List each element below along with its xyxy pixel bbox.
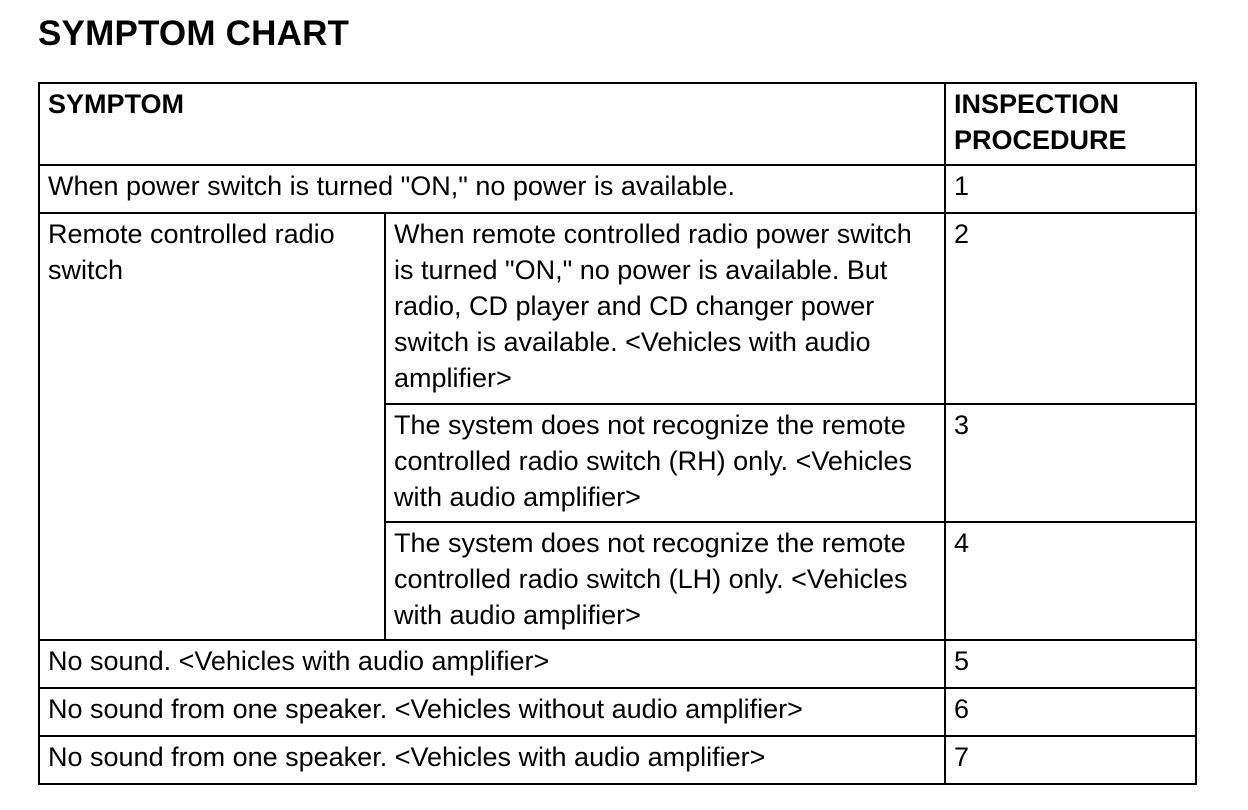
symptom-cell: No sound. <Vehicles with audio amplifier> [39,640,945,688]
table-row [39,688,1196,736]
procedure-cell: 4 [945,522,1196,640]
procedure-cell: 7 [945,736,1196,784]
symptom-cell: No sound from one speaker. <Vehicles without audio amplifier> [39,688,945,736]
procedure-cell: 1 [945,165,1196,213]
procedure-cell: 5 [945,640,1196,688]
header-symptom [39,83,945,165]
symptom-cell: When remote controlled radio power switch is turned "ON," no power is available. But radio, CD player and CD changer power switch is available. <Vehicles with audio amplifier> [385,213,945,404]
procedure-cell: 6 [945,688,1196,736]
header-procedure-label: PROCEDURE [954,125,1127,155]
header-inspection-label: INSPECTION [954,89,1120,119]
table-row [39,736,1196,784]
table-row [39,640,1196,688]
table-row [39,165,1196,213]
symptom-table [38,82,1197,785]
header-symptom-label: SYMPTOM [48,89,185,119]
symptom-cell: No sound from one speaker. <Vehicles with audio amplifier> [39,736,945,784]
table-header-row [39,83,1196,165]
table-row [39,213,1196,404]
header-inspection-procedure [945,83,1196,165]
procedure-cell: 3 [945,404,1196,522]
symptom-cell: The system does not recognize the remote controlled radio switch (RH) only. <Vehicles with audio amplifier> [385,404,945,522]
page-title: SYMPTOM CHART [38,14,350,53]
procedure-cell: 2 [945,213,1196,404]
symptom-group-cell: Remote controlled radio switch [39,213,385,640]
symptom-cell: The system does not recognize the remote controlled radio switch (LH) only. <Vehicles with audio amplifier> [385,522,945,640]
symptom-cell: When power switch is turned "ON," no power is available. [39,165,945,213]
